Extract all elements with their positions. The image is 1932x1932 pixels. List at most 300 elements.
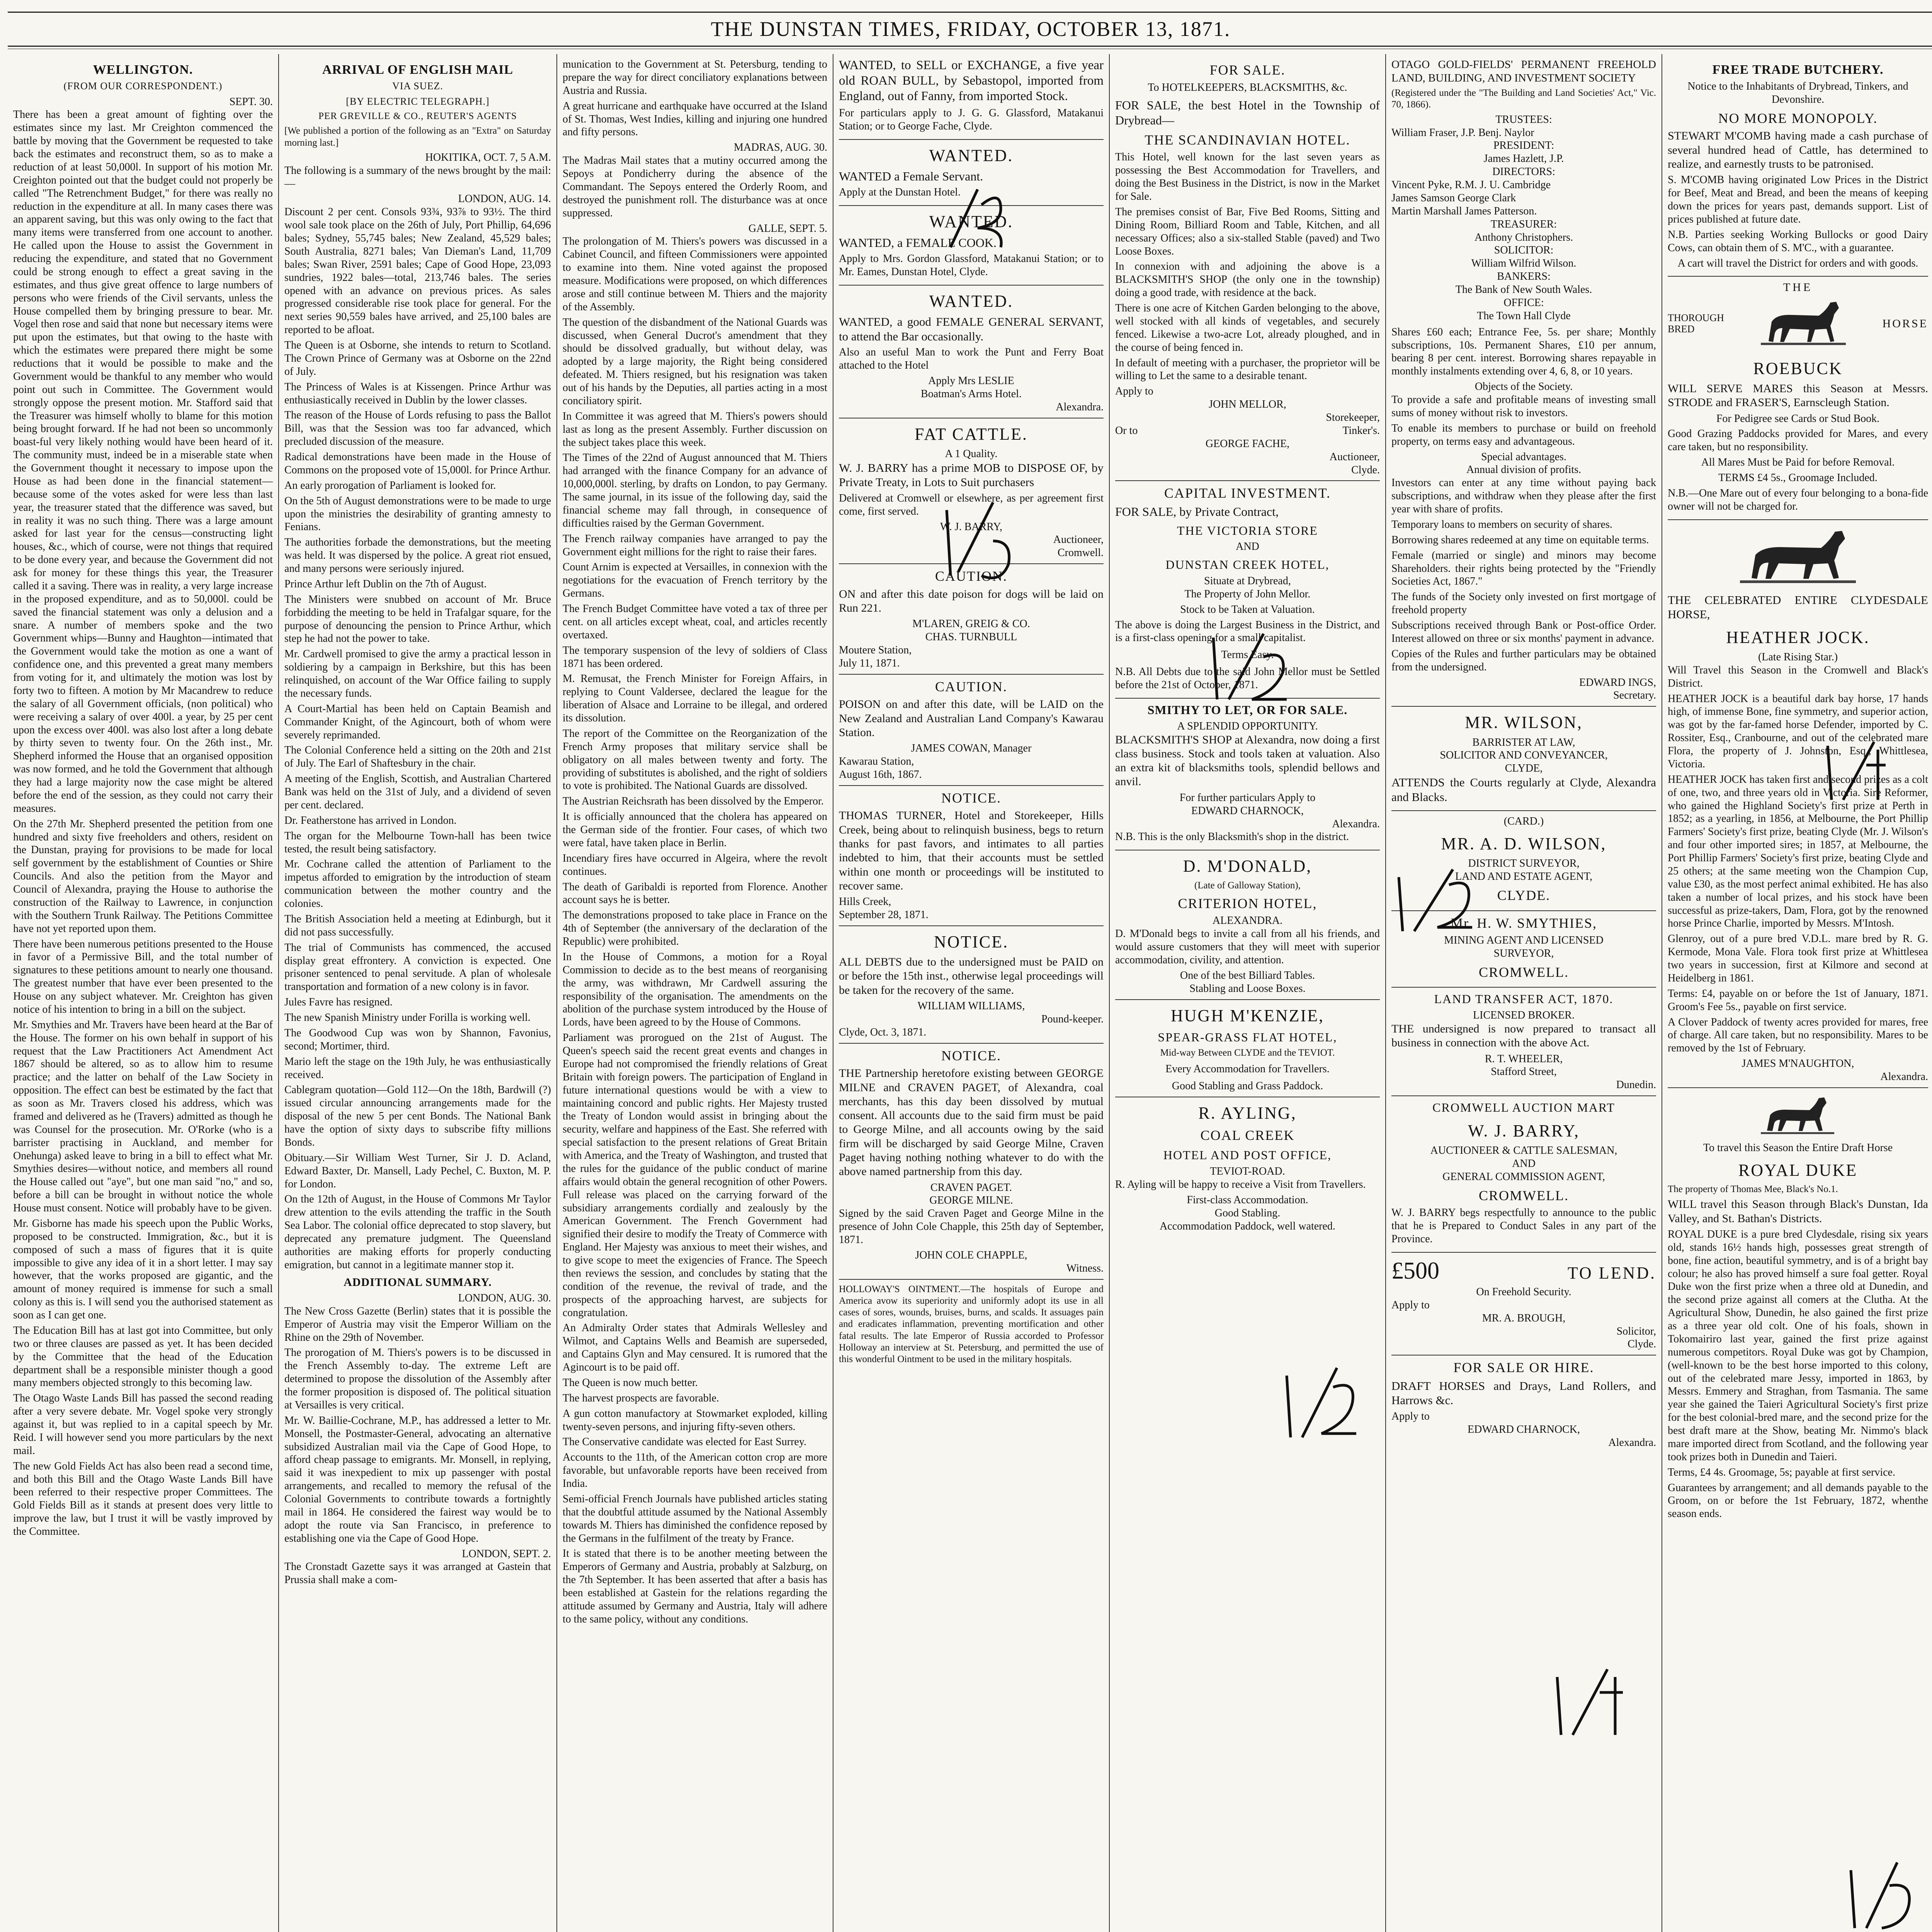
paragraph: The new Spanish Ministry under Forilla is working well. [284, 1012, 531, 1024]
dateline: HOKITIKA, OCT. 7, 5 A.M. [425, 151, 551, 163]
ad-body: S. M'COMB having originated Low Prices in the District for Beef, Meat and Bread, and been the means of keeping down the prices for years past, demands support. List of prices published at future date. [1668, 174, 1928, 225]
ad-body: Situate at Drybread, [1204, 575, 1291, 587]
ad-footer: Apply at the Dunstan Hotel. [839, 186, 961, 199]
paragraph: A gun cotton manufactory at Stowmarket exploded, killing twenty-seven persons, and injuring fifty-seven others. [563, 1407, 827, 1433]
ad-body: The Property of John Mellor. [1184, 588, 1311, 600]
ad-title: FAT CATTLE. [915, 424, 1028, 444]
ad-place: TEVIOT-ROAD. [1210, 1165, 1285, 1177]
paragraph: The authorities forbade the demonstrations, but the meeting was held. It was dispersed by the police. A great riot ensued, and many persons were seriously injured. [284, 536, 551, 575]
ad-title: CAUTION. [935, 568, 1007, 584]
ad-headline: WANTED, to SELL or EXCHANGE, a five year old ROAN BULL, by Sebastopol, imported from England, out of Fanny, from imported Stock. [839, 58, 1104, 103]
paragraph: Parliament was prorogued on the 21st of August. The Queen's speech said the recent great events and changes in Europe had not compromised the friendly relations of Great Britain with foreign powers. The participation of England in future international questions would be with a view to maintaining concord and public rights. Her Majesty trusted the Treaty of London would assist in bringing about the security, welfare and happiness of the East. She referred with special satisfaction to the present relations of Great Britain with America, and the Treaty of Washington, and trusted that the rules for the guidance of the public conduct of marine affairs would obtain the general recognition of other Powers. Full release was placed on the carrying forward of the subsidiary arrangements cordially and zealously by the American Government. The French Government had signified their desire to modify the Treaty of Commerce with England. Her Majesty was anxious to meet their wishes, and to give scope to meet the exigencies of France. The Speech then reviews the session, and concludes by stating that the condition of the revenue, the revival of trade, and the prospects of the approaching harvest, are subjects for congratulation. [563, 1032, 827, 1319]
ad-caution-poison-dogs [839, 568, 1104, 675]
ad-signature: Solicitor, [1616, 1325, 1656, 1337]
ad-name: ROYAL DUKE [1738, 1160, 1858, 1180]
column-ads-notices [833, 58, 1109, 1932]
ad-the: THE [1783, 281, 1813, 294]
officer-heading: SOLICITOR: [1494, 244, 1554, 257]
ad-signature: Stafford Street, [1491, 1066, 1557, 1078]
ad-signature: M'LAREN, GREIG & CO. [912, 618, 1030, 630]
ad-body: Good Grazing Paddocks provided for Mares, and every care taken, but no responsibility. [1668, 428, 1928, 453]
paragraph: The Princess of Wales is at Kissengen. Prince Arthur was enthusiastically received in Dublin by the lower classes. [284, 381, 551, 406]
paragraph: The Goodwood Cup was won by Shannon, Favonius, second; Mortimer, third. [284, 1027, 551, 1052]
ad-title: NOTICE. [934, 932, 1009, 951]
masthead: THE DUNSTAN TIMES, FRIDAY, OCTOBER 13, 1871. [711, 17, 1231, 41]
ad-name: MR. WILSON, [1465, 713, 1583, 732]
column-wellington [8, 58, 278, 1932]
ad-signature: CRAVEN PAGET. [930, 1181, 1012, 1194]
paragraph: The Queen is at Osborne, she intends to return to Scotland. The Crown Prince of Germany was at Osborne on the 22nd of July. [284, 339, 551, 378]
paragraph: The new Gold Fields Act has also been read a second time, and both this Bill and the Otago Waste Lands Bill have been referred to their respective proper Committees. The Gold Fields Bill as it stands at present does very little to improve the law, but I trust it will be vastly improved by the Committee. [13, 1460, 273, 1538]
ad-body: HEATHER JOCK has taken first and second prizes as a colt of one, two, and three years old in Victoria. Sire Reformer, who gained the Highland Society's first prize at Perth in 1852; as a yearling, in 1856, at Melbourne, the Port Phillip Farmers' Society's first prize, beating Clyde (Mr. J. Wilson's and four other imported sires; in 1857, at Melbourne, the Port Phillip Farmers' Society's first prize, beating Clyde and 25 others; at the same meeting won the Champion Cup, value £30, as the most perfect animal exhibited. He has also taken a number of local prizes, and his stock have been successful as prize-takers, Dam, Flora, got by the renowned horse Prince Charlie, imported by Messrs. M'Intosh. [1668, 773, 1928, 930]
ad-lend-line [1391, 1257, 1656, 1286]
ad-title: WANTED. [929, 212, 1014, 231]
draft-horse-illustration-icon [1728, 524, 1867, 590]
ad-land-transfer [1391, 992, 1656, 1096]
officer-names: William Fraser, J.P. Benj. Naylor [1391, 126, 1534, 139]
ad-signature: MR. A. BROUGH, [1482, 1312, 1566, 1324]
officer-heading: BANKERS: [1497, 270, 1551, 283]
ad-body: Investors can enter at any time without paying back subscriptions, and withdraw when they please after the first year with share of profits. [1391, 477, 1656, 515]
ad-body: A Clover Paddock of twenty acres provided for mares, free of charge. All care taken, but no responsibility. Mares to be removed by the 1st of February. [1668, 1016, 1928, 1054]
ad-fat-cattle [839, 424, 1104, 564]
ad-body: Guarantees by arrangement; and all demands payable to the Groom, on or before the 1st February, 1872, whenthe season ends. [1668, 1481, 1928, 1520]
ad-thoroughbred [1668, 313, 1724, 335]
ad-body: The above is doing the Largest Business in the District, and is a first-class opening for a small capitalist. [1115, 619, 1380, 644]
ad-body: STEWART M'COMB having made a cash purchase of several hundred head of Cattle, has determined to realize, and earnestly trusts to be patronised. [1668, 129, 1928, 171]
ad-headline: OTAGO GOLD-FIELDS' PERMANENT FREEHOLD LAND, BUILDING, AND INVESTMENT SOCIETY [1391, 58, 1656, 85]
ad-title: CAPITAL INVESTMENT. [1164, 485, 1331, 501]
ad-spear-grass-hotel [1115, 1005, 1380, 1097]
ad-place: Moutere Station, [839, 644, 912, 656]
ad-body: R. Ayling will be happy to receive a Visit from Travellers. [1115, 1178, 1366, 1190]
ad-signature: Dunedin. [1616, 1079, 1656, 1091]
ad-mr-wilson [1391, 712, 1656, 811]
ad-ad-wilson-surveyor [1391, 815, 1656, 911]
ad-line: BARRISTER AT LAW, [1472, 736, 1575, 748]
ad-signature: JOHN COLE CHAPPLE, [915, 1249, 1027, 1261]
ad-title: NOTICE. [941, 790, 1001, 806]
ad-signature: GEORGE FACHE, [1205, 437, 1290, 450]
ad-registration: (Registered under the "The Building and Land Societies' Act," Vic. 70, 1866). [1391, 88, 1656, 110]
ad-name: MR. A. D. WILSON, [1441, 834, 1607, 854]
paragraph: Accounts to the 11th, of the American cotton crop are more favorable, but unfavorable reports have been received from India. [563, 1451, 827, 1490]
ad-card: (CARD.) [1503, 815, 1544, 828]
ad-body: THOMAS TURNER, Hotel and Storekeeper, Hills Creek, being about to relinquish business, begs to return thanks for past favors, and intimates to all parties indebted to him, that their accounts must be settled within one month or proceedings will be instituted to recover same. [839, 809, 1104, 892]
ad-body: THE Partnership heretofore existing between GEORGE MILNE and CRAVEN PAGET, of Alexandra, coal merchants, has this day been dissolved by mutual consent. All accounts due to the said firm must be paid to George Milne, and all accounts owing by the said firm will be discharged by said George Milne, Craven Paget having nothing nothing whatever to do with the above named partnership from this day. [839, 1067, 1104, 1178]
paragraph: The Colonial Conference held a sitting on the 20th and 21st of July. The Earl of Shaftesbury in the chair. [284, 744, 551, 770]
officer-heading: TREASURER: [1490, 218, 1557, 230]
ad-line: CLYDE, [1505, 762, 1543, 775]
ad-place: Hills Creek, [839, 896, 891, 908]
officer-names: Anthony Christophers. [1474, 231, 1573, 243]
ad-date: Clyde, Oct. 3, 1871. [839, 1026, 927, 1038]
ad-horse-banner [1668, 295, 1928, 353]
ad-line: Good Stabling. [1214, 1207, 1281, 1219]
ad-body: N.B. Parties seeking Working Bullocks or good Dairy Cows, can obtain them of S. M'C., with a guarantee. [1668, 228, 1928, 254]
ad-line: Stabling and Loose Boxes. [1189, 982, 1306, 995]
paragraph: The Otago Waste Lands Bill has passed the second reading after a very severe debate. Mr. Vogel spoke very strongly against it, but was replied to in a capital speech by Mr. Reid. I will however send you more particulars by the next mail. [13, 1392, 273, 1457]
paragraph: Mr. W. Baillie-Cochrane, M.P., has addressed a letter to Mr. Monsell, the Postmaster-General, advocating an alternative subsidized Australian mail via the Cape of Good Hope, to afford cheap passage to emigrants. Mr. Monsell, in replying, said it was inexpedient to mix up passenger with postal arrangements, and recalled to memory the refusal of the Colonial Governments to contribute towards a fortnightly mail in 1864. He considered the fairest way would be to adopt the route via San Francisco, in preference to establishing one via the Cape of Good Hope. [284, 1414, 551, 1544]
officer-heading: TRUSTEES: [1495, 113, 1552, 126]
ad-headline: FOR SALE, the best Hotel in the Township of Drybread— [1115, 98, 1380, 128]
ad-date: August 16th, 1867. [839, 768, 922, 781]
paragraph: The Education Bill has at last got into Committee, but only two or three clauses are passed as yet. It has been decided by the Committee that the head of the Education department shall be a responsible minister though a good many members objected strongly to this becoming law. [13, 1324, 273, 1389]
ad-body: Stock to be Taken at Valuation. [1180, 603, 1315, 616]
masthead-rule [8, 46, 1932, 47]
ad-body: WILL SERVE MARES this Season at Messrs. STRODE and FRASER'S, Earnscleugh Station. [1668, 382, 1928, 409]
ad-roan-bull [839, 58, 1104, 140]
paragraph: Cablegram quotation—Gold 112—On the 18th, Bardwill (?) issued circular announcing arrangements made for the disposal of the new 5 per cent Bonds. The National Bank have the option of sixty days to subscribe fifty millions Bonds. [284, 1084, 551, 1148]
ad-subtitle: To HOTELKEEPERS, BLACKSMITHS, &c. [1148, 81, 1347, 94]
ad-line: One of the best Billiard Tables. [1180, 969, 1315, 981]
ad-to-lend [1391, 1257, 1656, 1355]
ad-date: July 11, 1871. [839, 657, 900, 669]
ad-or: Or to [1115, 424, 1138, 437]
ad-title: CROMWELL AUCTION MART [1432, 1100, 1615, 1115]
officer-names: The Bank of New South Wales. [1455, 284, 1592, 296]
ad-signature: Tinker's. [1342, 424, 1380, 437]
ad-body: ROYAL DUKE is a pure bred Clydesdale, rising six years old, stands 16½ hands high, possesses great strength of bone, fine action, beautiful symmetry, and is of a bright bay colour; he also has proved himself a sure foal getter. Royal Duke won the first prize when a three old at Dunedin, and the second prize against all comers at the Clutha. At the Agricultural Show, Dunedin, he also gained the first prize as a three year old colt. One of his foals, shown in Tokomairiro last year, gained the first prize against numerous competitors. Royal Duke was got by Champion, (well-known to be the best horse imported to this colony, out of the celebrated mare Jessy, imported in 1863, by Messrs. Emmery and Straghan, from Tasmania. The same year she gained the Taieri Agricultural Society's first prize for the best colonial-bred mare, and the second prize for the best draft mare at the Show, beating Mr. Nimmo's black mare imported direct from Scotland, and the following year took prizes both in Dunedin and Taieri. [1668, 1228, 1928, 1463]
ad-line: Good Stabling and Grass Paddock. [1172, 1080, 1323, 1092]
ad-title: FOR SALE OR HIRE. [1453, 1360, 1594, 1376]
paragraph: On the 12th of August, in the House of Commons Mr Taylor drew attention to the evils attending the traffic in the South Sea Labor. The colonial office deprecated to stop slavery, but deprecated any premature judgment. The Queensland authorities are making efforts for properly conducting emigration, but cannot in a legitimate manner stop it. [284, 1193, 551, 1271]
ad-body: W. J. BARRY has a prime MOB to DISPOSE OF, by Private Treaty, in Lots to Suit purchasers [839, 461, 1104, 489]
ad-apply: Apply to [1115, 385, 1153, 398]
ad-and: AND [1512, 1158, 1536, 1170]
paragraph: The Queen is now much better. [563, 1376, 698, 1389]
paragraph: The following is a summary of the news brought by the mail:— [284, 164, 551, 190]
ad-body: All Mares Must be Paid for before Removal. [1701, 456, 1895, 469]
ad-body: WANTED, a good FEMALE GENERAL SERVANT, to attend the Bar occasionally. [839, 315, 1104, 343]
ad-tb-word: THOROUGH [1668, 312, 1724, 324]
ad-signature: EDWARD CHARNOCK, [1468, 1423, 1580, 1435]
paragraph: It is stated that there is to be another meeting between the Emperors of Germany and Austria, probably at Salzburg, on the 7th September. It has been asserted that after a basis has been established at Gastein for the relations regarding the attitude assumed by Germany and Austria, Italy will adhere to the same policy, without any conditions. [563, 1548, 827, 1625]
ad-body: N.B. All Debts due to the said John Mellor must be Settled before the 21st of October, 1871. [1115, 666, 1380, 691]
ad-subtitle: (Late of Galloway Station), [1194, 880, 1301, 891]
ad-body: For Pedigree see Cards or Stud Book. [1716, 412, 1880, 425]
ad-body: In default of meeting with a purchaser, the proprietor will be willing to Let the same to a desirable tenant. [1115, 357, 1380, 382]
ad-place: ALEXANDRA. [1212, 915, 1283, 927]
column-society-cards [1386, 58, 1662, 1932]
ad-subtitle: Mid-way Between CLYDE and the TEVIOT. [1160, 1047, 1335, 1058]
officer-names: James Samson George Clark [1391, 192, 1516, 204]
ad-subtitle: A SPLENDID OPPORTUNITY. [1177, 720, 1318, 732]
ad-subtitle: LICENSED BROKER. [1473, 1009, 1575, 1022]
ad-signature: JAMES COWAN, Manager [911, 742, 1032, 755]
officer-names: Vincent Pyke, R.M. J. U. Cambridge [1391, 179, 1551, 191]
ad-signature: Boatman's Arms Hotel. [921, 388, 1022, 400]
paragraph: Count Arnim is expected at Versailles, in connexion with the negotiations for the evacuation of French territory by the Germans. [563, 561, 827, 600]
ad-date: September 28, 1871. [839, 909, 929, 921]
ad-building-society [1391, 58, 1656, 707]
ad-body: In connexion with and adjoining the above is a BLACKSMITH'S SHOP (the only one in the township) doing a good trade, with residence at the back. [1115, 260, 1380, 299]
ad-subtitle: To travel this Season the Entire Draft Horse [1703, 1141, 1893, 1154]
ad-line: First-class Accommodation. [1187, 1194, 1308, 1206]
ad-criterion-hotel [1115, 856, 1380, 1000]
ad-roebuck [1668, 281, 1928, 520]
ad-for-sale-or-hire [1391, 1359, 1656, 1449]
ad-hotel: CRITERION HOTEL, [1178, 895, 1317, 911]
officer-heading: DIRECTORS: [1492, 166, 1555, 178]
ad-notice-williams [839, 932, 1104, 1044]
ad-line: MINING AGENT AND LICENSED [1444, 934, 1604, 947]
paragraph: The trial of Communists has commenced, the accused display great effrontery. A conviction is expected. One prisoner sentenced to penal servitude. A plan of wholesale transportation and formation of a new colony is in favor. [284, 941, 551, 993]
ad-title: WANTED. [929, 146, 1014, 165]
paragraph: An Admiralty Order states that Admirals Wellesley and Wilmot, and Captains Wells and Beamish are superseded, and Captains Glyn and May censured. It is rumored that the Agincourt is to be paid off. [563, 1322, 827, 1373]
ad-smithy [1115, 702, 1380, 850]
ad-title: CAUTION. [935, 679, 1007, 694]
ad-title: SMITHY TO LET, OR FOR SALE. [1147, 702, 1348, 717]
ad-and: AND [1236, 541, 1259, 553]
agency-line: PER GREVILLE & CO., REUTER'S AGENTS [318, 111, 517, 122]
ad-signature: GEORGE MILNE. [929, 1194, 1013, 1207]
paragraph: A meeting of the English, Scottish, and Australian Chartered Bank was held on the 31st of July, and a dividend of seven per cent. declared. [284, 773, 551, 811]
ad-body: HEATHER JOCK is a beautiful dark bay horse, 17 hands high, of immense Bone, fine symmetry, and superior action, was got by the far-famed horse Defender, imported by C. Rossiter, Esq., Cranbourne, and out of the celebrated mare Flora, the property of J. Johnston, Esq., Whittlesea, Victoria. [1668, 692, 1928, 770]
ad-signature: W. J. BARRY, [940, 520, 1003, 533]
ad-body: This Hotel, well known for the last seven years as possessing the Best Accommodation for Travellers, and doing the Best Business in the District, is now in the Market for Sale. [1115, 151, 1380, 203]
paragraph: Discount 2 per cent. Consols 93¾, 93⅞ to 93½. The third wool sale took place on the 26th of July, Port Phillip, 64,696 bales; Sydney, 55,745 bales; New Zealand, 45,529 bales; South Australia, 8271 bales; Van Dieman's Land, 11,709 bales; Swan River, 2591 bales; Cape of Good Hope, 23,093 sundries, 1922 bales—total, 213,746 bales. The series opened with an advance on previous prices. As sales progressed considerable rise took place for general. For the next series 90,559 bales have arrived, and 25,100 bales are reported to be afloat. [284, 206, 551, 336]
ad-terms: Terms, £4 4s. Groomage, 5s; payable at first service. [1668, 1466, 1895, 1478]
ad-body: A cart will travel the District for orders and with goods. [1677, 257, 1918, 269]
paragraph: The demonstrations proposed to take place in France on the 4th of September (the anniversary of the declaration of the Republic) were prohibited. [563, 909, 827, 947]
ad-body: D. M'Donald begs to invite a call from all his friends, and would assure customers that they will meet with superior accommodation, civility, and attention. [1115, 928, 1380, 966]
ad-lend: TO LEND. [1567, 1263, 1656, 1282]
ad-signature: CHAS. TURNBULL [925, 631, 1017, 643]
ad-signature: JAMES M'NAUGHTON, [1742, 1058, 1854, 1070]
ad-body: The funds of the Society only invested on first mortgage of freehold property [1391, 591, 1656, 616]
ad-body: Glenroy, out of a pure bred V.D.L. mare bred by R. G. Kermode, Mona Vale. Flora took first prize at Whittlesea two years in succession, first at Kilmore and second at Heidelberg in 1861. [1668, 933, 1928, 984]
ad-name: D. M'DONALD, [1183, 857, 1312, 876]
ad-tb-word: BRED [1668, 323, 1695, 335]
paragraph: Mario left the stage on the 19th July, he was enthusiastically received. [284, 1055, 551, 1081]
officer-names: The Town Hall Clyde [1477, 310, 1571, 322]
ad-wanted-general-servant [839, 291, 1104, 418]
ad-hotel: SPEAR-GRASS FLAT HOTEL, [1158, 1030, 1337, 1044]
paragraph: The organ for the Melbourne Town-hall has been twice tested, the result being satisfactory. [284, 830, 551, 855]
paragraph: The Ministers were snubbed on account of Mr. Bruce forbidding the meeting to be held in Trafalgar square, for the purpose of denouncing the pension to Prince Arthur, which step he had not the power to take. [284, 593, 551, 645]
paragraph: The prorogation of M. Thiers's powers is to be discussed in the French Assembly to-day. The extreme Left are determined to propose the dissolution of the Assembly after the former proposition is disposed of. The political situation at Versailles is very critical. [284, 1347, 551, 1411]
ad-body: Temporary loans to members on security of shares. [1391, 518, 1612, 531]
ad-coal-creek-hotel [1115, 1103, 1380, 1233]
ad-body: Shares £60 each; Entrance Fee, 5s. per share; Monthly subscriptions, 10s. Permanent Shares, £10 per annum, bearing 8 per cent. interest. Borrowing shares repayable in monthly instalments extending over 4, 6, 8, or 10 years. [1391, 326, 1656, 378]
ad-footer: Apply to Mrs. Gordon Glassford, Matakanui Station; or to Mr. Eames, Dunstan Hotel, Clyde. [839, 253, 1104, 278]
ad-amount: £500 [1391, 1257, 1439, 1284]
ad-body: Annual division of profits. [1466, 464, 1582, 476]
ad-body: ON and after this date poison for dogs will be laid on Run 221. [839, 587, 1104, 614]
paragraph: M. Remusat, the French Minister for Foreign Affairs, in replying to Count Valdersee, declared the league for the liberation of Alsace and Lorraine to be illegal, and ordered its dissolution. [563, 673, 827, 724]
dateline: SEPT. 30. [229, 95, 273, 108]
paragraph: The Austrian Reichsrath has been dissolved by the Emperor. [563, 795, 824, 808]
ad-line: SURVEYOR, [1493, 947, 1554, 959]
ad-title: THE CELEBRATED ENTIRE CLYDESDALE HORSE, [1668, 593, 1928, 621]
horse-illustration-icon [1753, 295, 1854, 353]
ad-horse-word: HORSE [1882, 317, 1928, 330]
ad-signature: EDWARD CHARNOCK, [1191, 804, 1304, 817]
article-heading: WELLINGTON. [93, 63, 193, 77]
officer-heading: OFFICE: [1503, 296, 1544, 309]
ad-line: SOLICITOR AND CONVEYANCER, [1440, 749, 1608, 762]
ad-section-heading: Special advantages. [1481, 451, 1566, 463]
column-for-sale [1110, 58, 1385, 1932]
ad-subtitle: (Late Rising Star.) [1758, 651, 1838, 663]
paragraph: The temporary suspension of the levy of soldiers of Class 1871 has been ordered. [563, 644, 827, 670]
ad-title: LAND TRANSFER ACT, 1870. [1434, 992, 1614, 1006]
ad-witness: Signed by the said Craven Paget and George Milne in the presence of John Cole Chapple, this 25th day of September, 1871. [839, 1208, 1104, 1246]
paragraph: The question of the disbandment of the National Guards was discussed, when General Ducrot's amendment that they should be dissolved gradually, but without delay, was adopted by a large majority, the Right being considered defeated. M. Thiers resigned, but his resignation was taken out of his hands by the Deputies, all parties acting in a most conciliatory spirit. [563, 316, 827, 407]
ad-name: W. J. BARRY, [1468, 1121, 1580, 1140]
ad-body: THE undersigned is now prepared to transact all business in connection with the above Act. [1391, 1022, 1656, 1049]
ad-line: CROMWELL. [1479, 1187, 1569, 1203]
ad-signature: Alexandra. [1056, 401, 1104, 413]
paragraph: A great hurricane and earthquake have occurred at the Island of St. Thomas, West Indies, killing and injuring one hundred and fifty persons. [563, 100, 827, 138]
paragraph: Mr. Cardwell promised to give the army a practical lesson in soldiering by a campaign in Berkshire, but this has been relinquished, on account of the War Office failing to supply the necessary funds. [284, 648, 551, 699]
ad-scandinavian-hotel [1115, 98, 1380, 481]
ad-name: THE SCANDINAVIAN HOTEL. [1145, 132, 1350, 148]
dateline: GALLE, SEPT. 5. [748, 222, 827, 235]
ad-body: Borrowing shares redeemed at any time on equitable terms. [1391, 534, 1649, 546]
ad-name: Mr. H. W. SMYTHIES, [1450, 915, 1597, 931]
ad-body: WANTED, a FEMALE COOK. [839, 235, 997, 250]
ad-notice-turner [839, 790, 1104, 926]
dateline: LONDON, AUG. 30. [458, 1292, 551, 1304]
paragraph: Obituary.—Sir William West Turner, Sir J. D. Acland, Edward Baxter, Dr. Mansell, Lady Pechel, C. Buxton, M. P. for London. [284, 1151, 551, 1190]
ad-body: Will Travel this Season in the Cromwell and Black's District. [1668, 664, 1928, 689]
ad-body: Terms: £4, payable on or before the 1st of January, 1871. Groom's Fee 5s., payable on first service. [1668, 987, 1928, 1013]
ad-slogan: NO MORE MONOPOLY. [1718, 110, 1878, 126]
ad-body: ATTENDS the Courts regularly at Clyde, Alexandra and Blacks. [1391, 776, 1656, 804]
ad-body: POISON on and after this date, will be LAID on the New Zealand and Australian Land Company's Kawarau Station. [839, 698, 1104, 739]
ad-signature: Apply Mrs LESLIE [928, 375, 1014, 387]
paragraph: The New Cross Gazette (Berlin) states that it is possible the Emperor of Austria may visit the Emperor William on the Rhine on the 29th of November. [284, 1305, 551, 1344]
ad-headline: FOR SALE, by Private Contract, [1115, 504, 1279, 519]
ad-body: Also an useful Man to work the Punt and Ferry Boat attached to the Hotel [839, 346, 1104, 372]
ad-body: There is one acre of Kitchen Garden belonging to the above, well stocked with all kinds of vegetables, and securely fenced. Likewise a two-acre Lot, already ploughed, and in the course of being fenced in. [1115, 302, 1380, 354]
paragraph: Dr. Featherstone has arrived in London. [284, 814, 457, 827]
ad-name: THE VICTORIA STORE [1177, 523, 1318, 537]
ad-body: N.B.—One Mare out of every four belonging to a bona-fide owner will not be charged for. [1668, 487, 1928, 512]
ad-body: N.B. This is the only Blacksmith's shop in the district. [1115, 831, 1349, 843]
ad-name: DUNSTAN CREEK HOTEL, [1165, 558, 1330, 572]
ad-body: WANTED a Female Servant. [839, 169, 983, 183]
ad-signature: Alexandra. [1880, 1071, 1928, 1083]
dateline: MADRAS, AUG. 30. [734, 141, 827, 154]
paragraph: The French railway companies have arranged to pay the Government eight millions for the right to raise their fares. [563, 532, 827, 558]
ad-line: CLYDE. [1497, 888, 1551, 903]
ad-body: W. J. BARRY begs respectfully to announce to the public that he is Prepared to Conduct Sales in any part of the Province. [1391, 1207, 1656, 1245]
source-line: [BY ELECTRIC TELEGRAPH.] [346, 95, 490, 107]
ad-smythies [1391, 915, 1656, 988]
paragraph: An early prorogation of Parliament is looked for. [284, 479, 496, 492]
dateline: LONDON, AUG. 14. [458, 193, 551, 205]
ad-name: HEATHER JOCK. [1726, 628, 1870, 647]
ad-or-line [1115, 424, 1380, 437]
ad-section-heading: Objects of the Society. [1475, 381, 1573, 393]
column-news-continued [557, 58, 833, 1932]
ad-signature: Clyde. [1628, 1338, 1656, 1350]
paragraph: Prince Arthur left Dublin on the 7th of August. [284, 578, 487, 590]
ad-body: BLACKSMITH'S SHOP at Alexandra, now doing a first class business. Stock and tools taken at valuation. Also an extra kit of blacksmiths tools, splendid bellows and anvil. [1115, 733, 1380, 788]
ad-body: WILL travel this Season through Black's Dunstan, Ida Valley, and St. Bathan's Districts. [1668, 1198, 1928, 1225]
ad-body: The premises consist of Bar, Five Bed Rooms, Sitting and Dining Room, Billiard Room and Table, Kitchen, and all necessary Offices; also a six-stalled Stable (paved) and Two Loose Boxes. [1115, 206, 1380, 257]
ad-apply: For further particulars Apply to [1179, 791, 1316, 804]
paragraph: Mr. Gisborne has made his speech upon the Public Works, proposed to be constructed. Immigration, &c., but it is composed of such a mass of figures that it is quite impossible to give any idea of it in a short letter. I may say however, that the works proposed are gigantic, and the amount of money required is immense for such a small colony as this is. I will send you the authorised statement as soon as I can get one. [13, 1217, 273, 1321]
ad-signature: Clyde. [1351, 464, 1380, 476]
article-heading: ARRIVAL OF ENGLISH MAIL [322, 63, 514, 77]
ad-signature: Alexandra. [1608, 1436, 1656, 1449]
ad-name: ROEBUCK [1753, 359, 1843, 378]
paragraph: There has been a great amount of fighting over the estimates since my last. Mr Creighton commenced the battle by moving that the Government be requested to take back the estimates and reconstruct them, so as to make a reduction of at least 50,000l. In support of his motion Mr. Creighton pointed out that the budget could not properly be called "The Retrenchment Budget," for there was really no reduction in the expenditure at all. In many cases there was an apparent saving, but this was only owing to the fact that many items were transferred from one account to another. He called upon the House to assist the Government in reducing the expenditure, and stated that no Government could be strong enough to effect a great saving in the estimates, and thus give great offence to large numbers of persons who were friends of the Civil servants, unless the House compelled them by bringing pressure to bear. Mr. Vogel then rose and said that none but necessary items were put upon the estimates, but that owing to the haste with which the estimates were prepared there might be some reductions that it would be possible to make and the Government would be thankful to any member who would point out such in Committee. The Government would strongly oppose the present motion. Mr. Stafford said that the Treasurer was himself wholly to blame for this motion being brought forward. If he had not been so uncommonly boast-ful very likely nothing would have been heard of it. The community must, indeed be in a miserable state when the Government thought it necessary to impose upon the House as had been done in the financial statement—because some of the votes asked for were less than last year, the treasurer stated that the difference was saved, but in reality it was no such thing. There was a large amount asked for last year for the census—constructing light houses, &c., which of course, were not things that required to be done every year, and because the Government did not ask for money for these things this year, the Treasurer called it a saving. There was in reality, a very large increase in the proposed expenditure, and as to 50,000l. could be saved the financial statement was only a delusion and a snare. A number of members spoke and the two Government whips—Bunny and Haughton—intimated that the Government would take the motion as one a want of confidence one, and this prevented a great many members from voting for it, and ultimately the motion was lost by forty two to fifteen. A motion by Mr Macandrew to reduce the salary of all Government officials, (non political) who were receiving a salary of over 400l. a year, by 25 per cent upon the excess over 400l. was also lost after a long debate by thirty seven to twenty four. On the 26th inst., Mr. Shepherd informed the House that an organised opposition was now formed, and he told the Government that although they had a large majority now the case might be altered before the end of the session, as they could not carry their measures. [13, 109, 273, 815]
paragraph: The harvest prospects are favorable. [563, 1392, 719, 1404]
ad-terms: Terms Easy. [1221, 649, 1274, 661]
paragraph: On the 27th Mr. Shepherd presented the petition from one hundred and sixty five freeholders and others, resident on the Dunstan, praying for provisions to be made for local self government by the establishment of Counties or Shire Councils. And also the petition from the Mayor and Council of Alexandra, praying the House to authorise the construction of the Railway to Lawrence, in conjunction with the Southern Trunk Railway. The Petitions Committee have not yet reported upon them. [13, 818, 273, 935]
ad-signature: Storekeeper, [1326, 412, 1380, 424]
officer-names: Martin Marshall James Patterson. [1391, 205, 1537, 217]
ad-owner: The property of Thomas Mee, Black's No.1. [1668, 1184, 1838, 1195]
ad-signature: Pound-keeper. [1041, 1013, 1104, 1025]
paragraph: The Conservative candidate was elected for East Surrey. [563, 1436, 807, 1448]
ad-signature: WILLIAM WILLIAMS, [917, 1000, 1025, 1012]
ad-apply: Apply to [1391, 1410, 1430, 1422]
paragraph: It is officially announced that the cholera has appeared on the German side of the frontier. Four cases, of which two were fatal, have taken place in Berlin. [563, 811, 827, 849]
ad-name: HUGH M'KENZIE, [1171, 1006, 1324, 1025]
paragraph: The Madras Mail states that a mutiny occurred among the Sepoys at Pondicherry during the absence of the Commandant. The Sepoys entered the Orderly Room, and destroyed the punishment roll. The disturbance was at once suppressed. [563, 155, 827, 219]
ad-body: Female (married or single) and minors may become Shareholders. their rights being protected by the "Friendly Societies Act, 1867." [1391, 549, 1656, 588]
ad-name: R. AYLING, [1198, 1103, 1297, 1122]
ad-signature: Auctioneer, [1329, 451, 1380, 463]
paragraph: In Committee it was agreed that M. Thiers's powers should last as long as the present Assembly. Further discussion on the subject takes place this week. [563, 410, 827, 449]
ad-line: DISTRICT SURVEYOR, [1468, 857, 1580, 870]
ad-line: Accommodation Paddock, well watered. [1160, 1220, 1335, 1232]
paragraph: There have been numerous petitions presented to the House in favor of a Permissive Bill, and the total number of signatures to these petitions amount to nearly one thousand. The greatest number that have ever been presented to the House on any subject whatever. Mr. Creighton has given notice of his intention to bring in a bill on the subject. [13, 938, 273, 1015]
editor-note: [We published a portion of the following as an "Extra" on Saturday morning last.] [284, 126, 551, 148]
officer-heading: PRESIDENT: [1493, 139, 1554, 152]
ad-free-trade-butchery [1668, 62, 1928, 277]
ad-body: Subscriptions received through Bank or Post-office Order. Interest allowed on three or six months' payment in advance. [1391, 619, 1656, 645]
paragraph: Semi-official French Journals have published articles stating that the doubtful attitude assumed by the National Assembly towards M. Thiers has diminished the confidence reposed by the Germans in the fulfilment of the treaty by France. [563, 1493, 827, 1544]
column-english-mail [279, 58, 556, 1932]
ad-place: Kawarau Station, [839, 755, 914, 768]
ad-signature: R. T. WHEELER, [1485, 1053, 1563, 1065]
ad-holloway: HOLLOWAY'S OINTMENT.—The hospitals of Europe and America avow its superiority and uniformly adopt its use in all cases of sores, wounds, bruises, burns, and scalds. It assuages pain and eradicates inflammation, preventing mortification and other fatal results. The late Emperor of Russia accorded to Professor Holloway an interview at St. Petersburg, and permitted the use of this wonderful Ointment to be used in the military hospitals. [839, 1284, 1104, 1365]
ad-capital-investment [1115, 485, 1380, 699]
ad-royal-duke [1668, 1092, 1928, 1520]
ad-signature: Auctioneer, [1053, 534, 1104, 546]
ad-title: NOTICE. [941, 1048, 1001, 1063]
ad-signature: Secretary. [1613, 689, 1656, 702]
horse-illustration-icon [1755, 1092, 1840, 1138]
ad-line: CROMWELL. [1479, 964, 1569, 980]
column-butchery-horses [1662, 58, 1932, 1932]
dateline: LONDON, SEPT. 2. [462, 1548, 551, 1560]
paragraph: The prolongation of M. Thiers's powers was discussed in a Cabinet Council, and fifteen Commissioners were appointed to examine into them. Nine voted against the proposed measure. Modifications were proposed, on which differences arose and still continue between M. Thiers and the majority of the Assembly. [563, 235, 827, 313]
paragraph: Mr. Smythies and Mr. Travers have been heard at the Bar of the House. The former on his own behalf in support of his request that the Law Practitioners Act Amendment Act 1867 should be altered, so as to allow him to resume practice; and the latter on behalf of the Law Society in opposition. The effect can best be estimated by the fact that as soon as Mr. Travers closed his address, which was framed and delivered as he (Travers) admitted as though he was Counsel for the prosecution. Mr. O'Rorke (who is a barrister practising in Auckland, and member for Onehunga) asked leave to bring in a bill to effect what Mr. Smythies desires—without notice, and members all round the House called out "aye", but one man said "no," and so, before a bill can be brought in without notice the whole House must consent. Notice will probably have to be given. [13, 1019, 273, 1214]
ad-body: ALL DEBTS due to the undersigned must be PAID on or before the 15th inst., otherwise legal proceedings will be taken for the recovery of the same. [839, 956, 1104, 997]
ad-signature: EDWARD INGS, [1579, 676, 1656, 689]
paragraph: Jules Favre has resigned. [284, 996, 393, 1009]
ad-body: To enable its members to purchase or build on freehold property, on terms easy and advantageous. [1391, 422, 1656, 447]
ad-subtitle: Notice to the Inhabitants of Drybread, Tinkers, and Devonshire. [1687, 80, 1908, 105]
ad-hotel: COAL CREEK [1200, 1127, 1295, 1143]
paragraph: Incendiary fires have occurred in Algeira, where the revolt continues. [563, 852, 827, 878]
top-rule [8, 12, 1932, 13]
ad-line: Every Accommodation for Travellers. [1165, 1063, 1330, 1075]
paragraph: The British Association held a meeting at Edinburgh, but it did not pass successfully. [284, 913, 551, 938]
ad-line: AUCTIONEER & CATTLE SALESMAN, [1430, 1145, 1617, 1157]
paragraph: In the House of Commons, a motion for a Royal Commission to decide as to the best means of reorganising the army, was withdrawn, Mr Cardwell assuring the responsibility of the organisation. The amendments on the abolition of the purchase system introduced by the House of Lords, have been agreed to by the House of Commons. [563, 951, 827, 1029]
paragraph: The French Budget Committee have voted a tax of three per cent. on all articles except wheat, coal, and articles recently overtaxed. [563, 603, 827, 641]
ad-signature: JOHN MELLOR, [1209, 398, 1286, 411]
